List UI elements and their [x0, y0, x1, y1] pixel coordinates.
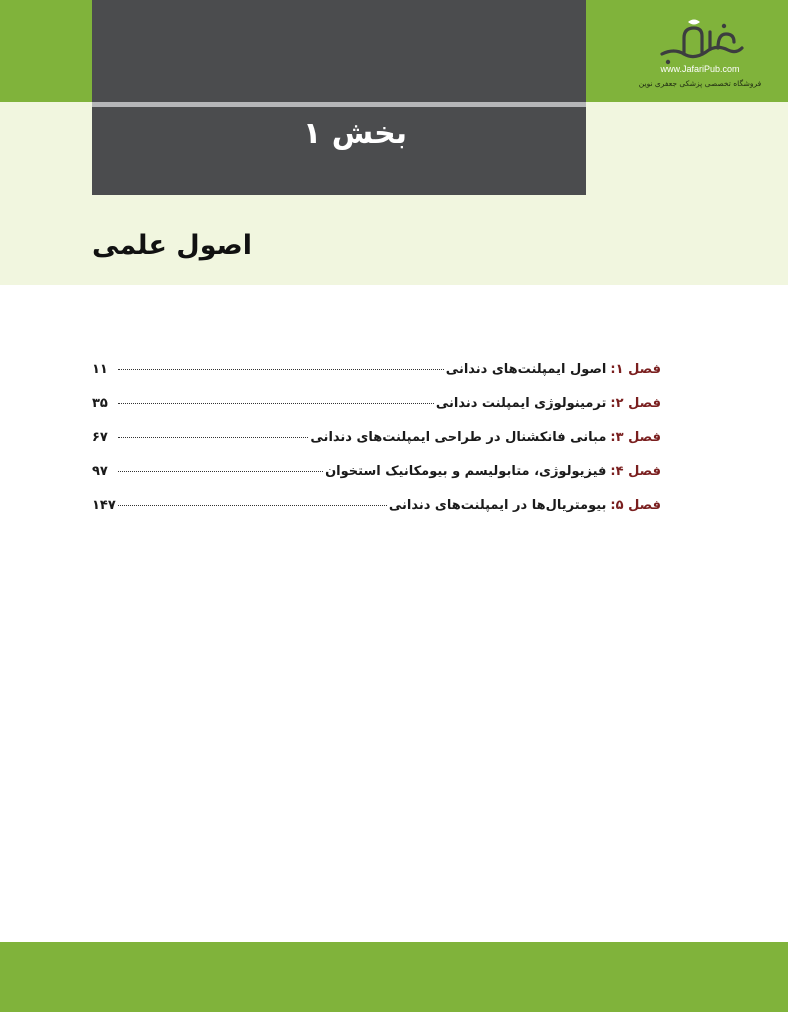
chapter-label: فصل ۱:: [610, 362, 661, 377]
chapter-title: اصول ایمپلنت‌های دندانی: [445, 362, 607, 377]
chapter-page-number: ۶۷: [92, 430, 108, 445]
dot-leader: [118, 437, 308, 438]
chapter-page-number: ۹۷: [92, 464, 108, 479]
table-of-contents: [92, 362, 661, 532]
chapter-label: فصل ۴:: [610, 464, 661, 479]
chapter-page-number: ۱۱: [92, 362, 108, 377]
chapter-title: ترمینولوژی ایمپلنت دندانی: [435, 396, 607, 411]
part-header-panel: [92, 0, 586, 195]
panel-divider-stripe: [92, 102, 586, 107]
chapter-page-number: ۳۵: [92, 396, 108, 411]
part-label: بخش ۱: [302, 116, 407, 151]
publisher-logo-icon: [654, 18, 744, 70]
bottom-green-band: [0, 942, 788, 1012]
publisher-logo: [630, 14, 770, 96]
chapter-page-number: ۱۴۷: [92, 498, 116, 513]
dot-leader: [118, 369, 444, 370]
section-title: اصول علمی: [92, 230, 252, 261]
toc-entry-1[interactable]: [92, 362, 661, 396]
publisher-url: www.JafariPub.com: [660, 64, 740, 74]
chapter-title: فیزیولوژی، متابولیسم و بیومکانیک استخوان: [325, 464, 607, 479]
toc-entry-4[interactable]: [92, 464, 661, 498]
dot-leader: [118, 403, 434, 404]
chapter-label: فصل ۲:: [610, 396, 661, 411]
dot-leader: [118, 471, 323, 472]
toc-entry-3[interactable]: [92, 430, 661, 464]
toc-entry-5[interactable]: [92, 498, 661, 532]
dot-leader: [118, 505, 387, 506]
publisher-tagline: فروشگاه تخصصی پزشکی جعفری نوین: [638, 79, 762, 88]
chapter-label: فصل ۳:: [610, 430, 661, 445]
chapter-label: فصل ۵:: [610, 498, 661, 513]
chapter-title: مبانی فانکشنال در طراحی ایمپلنت‌های دندانی: [310, 430, 607, 445]
chapter-title: بیومتریال‌ها در ایمپلنت‌های دندانی: [388, 498, 607, 513]
toc-entry-2[interactable]: [92, 396, 661, 430]
